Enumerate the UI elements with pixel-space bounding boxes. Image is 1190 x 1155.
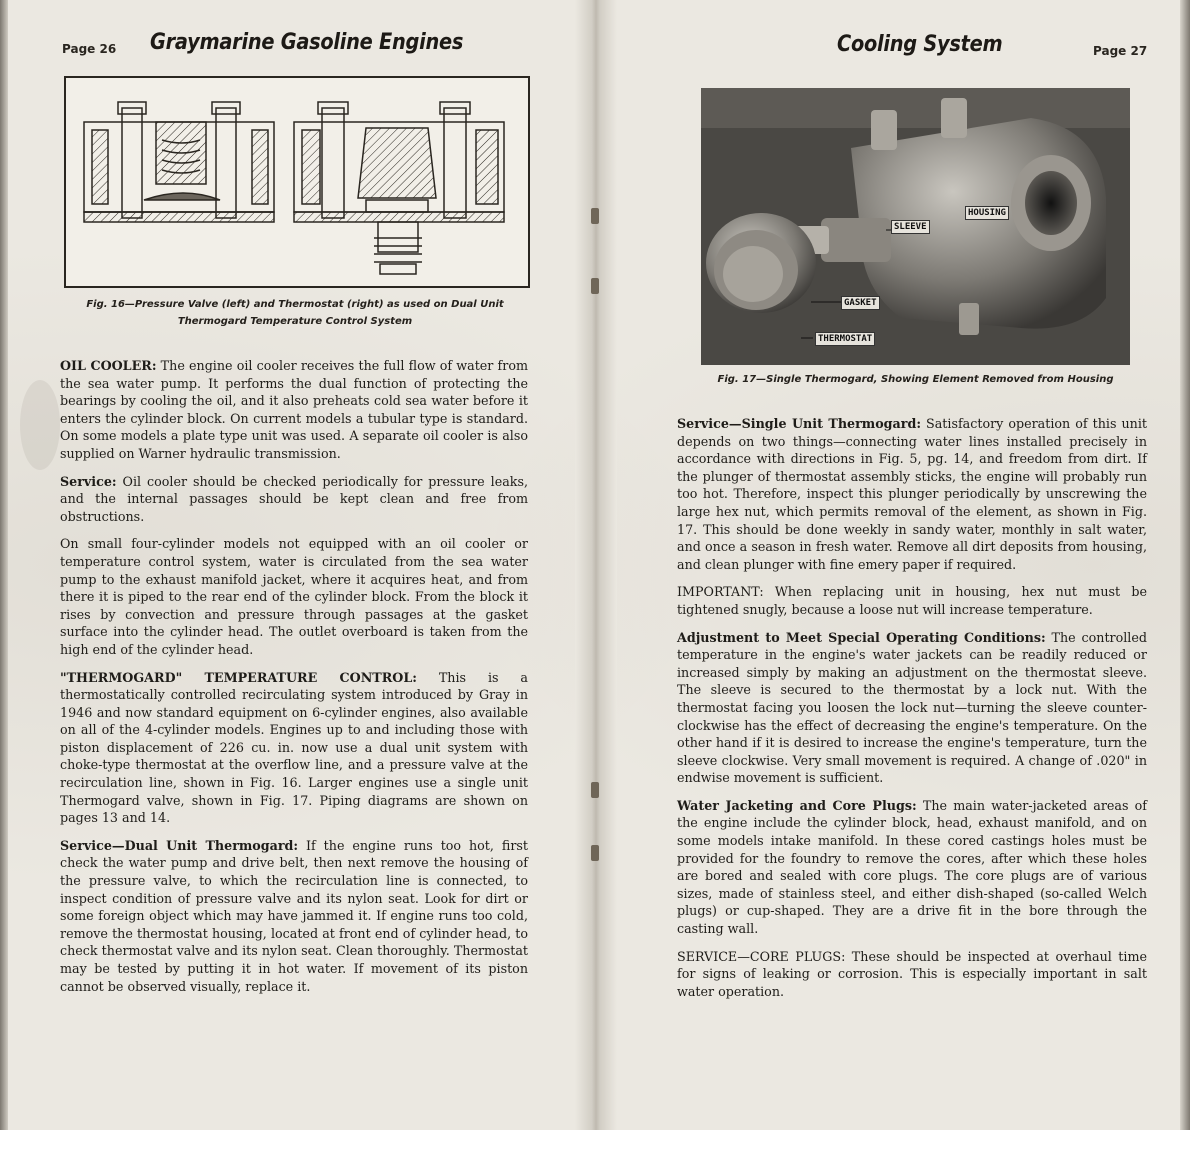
paragraph-text: IMPORTANT: When replacing unit in housing, hex nut must be tightened snugly, because a loose nut will increase temperature. [677, 584, 1147, 617]
gasket-label: GASKET [841, 296, 880, 310]
right-page [605, 0, 1190, 1130]
paragraph-heading: Adjustment to Meet Special Operating Conditions: [677, 629, 1046, 645]
staple [591, 208, 599, 224]
page-number: Page 26 [62, 42, 117, 56]
right-body-text [677, 415, 1147, 1010]
paragraph-text: The main water-jacketed areas of the engine include the cylinder block, head, exhaust manifold, and on some models intake manifold. In these cored castings holes must be provided for the foundry to remove the cores, after which these holes are bored and sealed with core plugs. The core plugs are of various sizes, made of stainless steel, and either dish-shaped (so-called Welch plugs) or cup-shaped. They are a drive fit in the bore through the casting wall. [677, 797, 1148, 937]
housing-label: HOUSING [965, 206, 1009, 220]
paragraph [677, 415, 1147, 573]
paragraph-text: The controlled temperature in the engine's water jackets can be readily reduced or increased simply by making an adjustment on the thermostat sleeve. The sleeve is secured to the thermostat by a lock nut. With the thermostat facing you loosen the lock nut—turning the sleeve counter-clockwise has the effect of decreasing the engine's temperature. On the other hand if it is desired to increase the engine's temperature, turn the sleeve clockwise. Very small movement is required. A change of .020" in endwise movement is sufficient. [677, 629, 1147, 786]
thermostat-section [294, 102, 504, 274]
sleeve-label: SLEEVE [891, 220, 930, 234]
pressure-valve-section [84, 102, 274, 222]
paragraph-text: SERVICE—CORE PLUGS: These should be inspected at overhaul time for signs of leaking or corrosion. This is especially important in salt water operation. [677, 948, 1147, 999]
paragraph [677, 629, 1147, 787]
left-page [0, 0, 590, 1130]
paragraph-heading: Service—Dual Unit Thermogard: [60, 837, 299, 853]
paragraph-heading: Service—Single Unit Thermogard: [677, 416, 922, 431]
left-body-text [60, 357, 528, 1005]
paragraph-text: Oil cooler should be checked periodically for pressure leaks, and the internal passages should be kept clean and free from obstructions. [60, 473, 528, 524]
paragraph-text: The engine oil cooler receives the full flow of water from the sea water pump. It performs the dual function of protecting the bearings by cooling the oil, and it also preheats cold sea water before it enters the cylinder block. On current models a tubular type is standard. On some models a plate type unit was used. A separate oil cooler is also supplied on Warner hydraulic transmission. [60, 358, 528, 461]
running-title: Cooling System [837, 32, 1003, 57]
paragraph-heading: OIL COOLER: [60, 358, 157, 373]
paragraph-heading: Service: [60, 473, 117, 489]
paragraph-text: If the engine runs too hot, first check the water pump and drive belt, then next remove the housing of the pressure valve, to which the recirculation line is connected, to inspect condition of pressure valve and its nylon seat. Look for dirt or some foreign object which may have jammed it. If engine runs too cold, remove the thermostat housing, located at front end of cylinder head, to check thermostat valve and its nylon seat. Clean thoroughly. Thermostat may be tested by putting it in hot water. If movement of its piston cannot be observed visually, replace it. [60, 837, 528, 994]
figure-17-photo [701, 88, 1130, 365]
paragraph [60, 535, 528, 658]
thermostat-label: THERMOSTAT [815, 332, 875, 346]
figure-17-caption: Fig. 17—Single Thermogard, Showing Element Removed from Housing [717, 374, 1114, 385]
caption-line: Fig. 16—Pressure Valve (left) and Thermostat (right) as used on Dual Unit [86, 299, 504, 310]
paragraph [60, 669, 528, 827]
paragraph-text: On small four-cylinder models not equipped with an oil cooler or temperature control system, water is circulated from the sea water pump to the exhaust manifold jacket, where it acquires heat, and from there it is piped to the rear end of the cylinder block. From the block it rises by convection and pressure through passages at the gasket surface into the cylinder head. The outlet overboard is taken from the high end of the cylinder head. [60, 536, 528, 657]
staple [591, 845, 599, 861]
paragraph [60, 357, 528, 463]
paragraph [677, 797, 1147, 938]
figure-16-diagram [64, 76, 530, 288]
paragraph-text: This is a thermostatically controlled recirculating system introduced by Gray in 1946 and now standard equipment on 6-cylinder engines, also available on all of the 4-cylinder models. Engines up to and including those with piston displacement of 226 cu. in. now use a dual unit system with choke-type thermostat at the overflow line, and a pressure valve at the recirculation line, shown in Fig. 16. Larger engines use a single unit Thermogard valve, shown in Fig. 17. Piping diagrams are shown on pages 13 and 14. [60, 669, 528, 826]
paragraph [60, 837, 528, 995]
caption-line: Thermogard Temperature Control System [177, 316, 413, 327]
paragraph-text: Satisfactory operation of this unit depends on two things—connecting water lines installed precisely in accordance with directions in Fig. 5, pg. 14, and freedom from dirt. If the plunger of thermostat assembly sticks, the engine will probably run too hot. Therefore, inspect this plunger periodically by unscrewing the large hex nut, which permits removal of the element, as shown in Fig. 17. This should be done weekly in sandy water, monthly in salt water, and once a season in fresh water. Remove all dirt deposits from housing, and clean plunger with fine emery paper if required. [677, 416, 1147, 572]
page-number: Page 27 [1093, 44, 1148, 58]
paragraph [677, 583, 1147, 618]
paragraph [60, 473, 528, 526]
figure-16-caption [64, 296, 526, 330]
staple [591, 782, 599, 798]
paragraph-heading: "THERMOGARD" TEMPERATURE CONTROL: [60, 669, 417, 685]
paragraph [677, 948, 1147, 1001]
paragraph-heading: Water Jacketing and Core Plugs: [677, 797, 917, 813]
staple [591, 278, 599, 294]
running-title: Graymarine Gasoline Engines [150, 30, 464, 55]
pressure-valve-thermostat-drawing [66, 78, 528, 286]
